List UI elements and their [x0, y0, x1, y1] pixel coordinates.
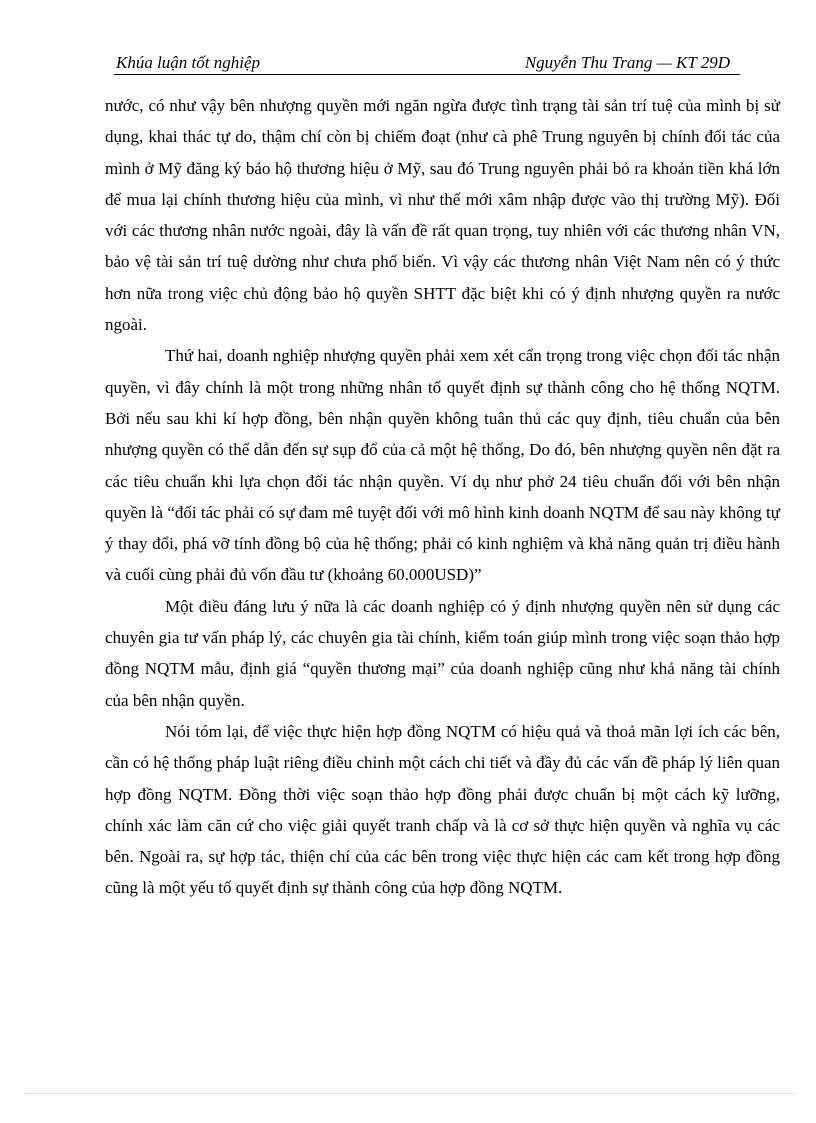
paragraph-third: Một điều đáng lưu ý nữa là các doanh nghiệp có ý định nhượng quyền nên sử dụng các chuyên gia tư vấn pháp lý, các chuyên gia tài chính, kiểm toán giúp mình trong việc soạn thảo hợp đồng NQTM mẫu, định giá “quyền thương mại” của doanh nghiệp cũng như khả năng tài chính của bên nhận quyền. — [105, 596, 780, 710]
header-title: Khúa luận tốt nghiệp — [116, 53, 261, 72]
paragraph-continuation: nước, có như vậy bên nhượng quyền mới ngăn ngừa được tình trạng tài sản trí tuệ của mình bị sử dụng, khai thác tự do, thậm chí còn bị chiếm đoạt (như cà phê Trung nguyên bị chính đối tác của mình ở Mỹ đăng ký bảo hộ thương hiệu ở Mỹ, sau đó Trung nguyên phải bỏ ra khoản tiền khá lớn để mua lại chính thương hiệu của mình, vì như thế mới xâm nhập được vào thị trường Mỹ). Đối với các thương nhân nước ngoài, đây là vấn đề rất quan trọng, tuy nhiên với các thương nhân VN, bảo vệ tài sản trí tuệ dường như chưa phổ biến. Vì vậy các thương nhân Việt Nam nên có ý thức hơn nữa trong việc chủ động bảo hộ quyền SHTT đặc biệt khi có ý định nhượng quyền ra nước ngoài. — [105, 96, 780, 335]
page-header — [114, 52, 740, 75]
paragraph-second: Thứ hai, doanh nghiệp nhượng quyền phải xem xét cẩn trọng trong việc chọn đối tác nhận quyền, vì đây chính là một trong những nhân tố quyết định sự thành công cho hệ thống NQTM. Bởi nếu sau khi kí hợp đồng, bên nhận quyền không tuân thủ các quy định, tiêu chuẩn của bên nhượng quyền có thể dẫn đến sự sụp đổ của cả một hệ thống, Do đó, bên nhượng quyền nên đặt ra các tiêu chuẩn khi lựa chọn đối tác nhận quyền. Ví dụ như phở 24 tiêu chuẩn đối với bên nhận quyền là “đối tác phải có sự đam mê tuyệt đối với mô hình kinh doanh NQTM để sau này không tự ý thay đổi, phá vỡ tính đồng bộ của hệ thống; phải có kinh nghiệm và khả năng quản trị điều hành và cuối cùng phải đủ vốn đầu tư (khoảng 60.000USD)” — [105, 346, 780, 585]
header-author: Nguyễn Thu Trang — KT 29D — [524, 53, 730, 72]
document-body — [105, 90, 780, 904]
paragraph-conclusion: Nói tóm lại, để việc thực hiện hợp đồng NQTM có hiệu quả và thoả mãn lợi ích các bên, cần có hệ thống pháp luật riêng điều chỉnh một cách chi tiết và đầy đủ các vấn đề pháp lý liên quan hợp đồng NQTM. Đồng thời việc soạn thảo hợp đồng phải được chuẩn bị một cách kỹ lưỡng, chính xác làm căn cứ cho việc giải quyết tranh chấp và là cơ sở thực hiện quyền và nghĩa vụ các bên. Ngoài ra, sự hợp tác, thiện chí của các bên trong việc thực hiện các cam kết trong hợp đồng cũng là một yếu tố quyết định sự thành công của hợp đồng NQTM. — [105, 721, 780, 898]
page-bottom-divider — [24, 1093, 796, 1094]
